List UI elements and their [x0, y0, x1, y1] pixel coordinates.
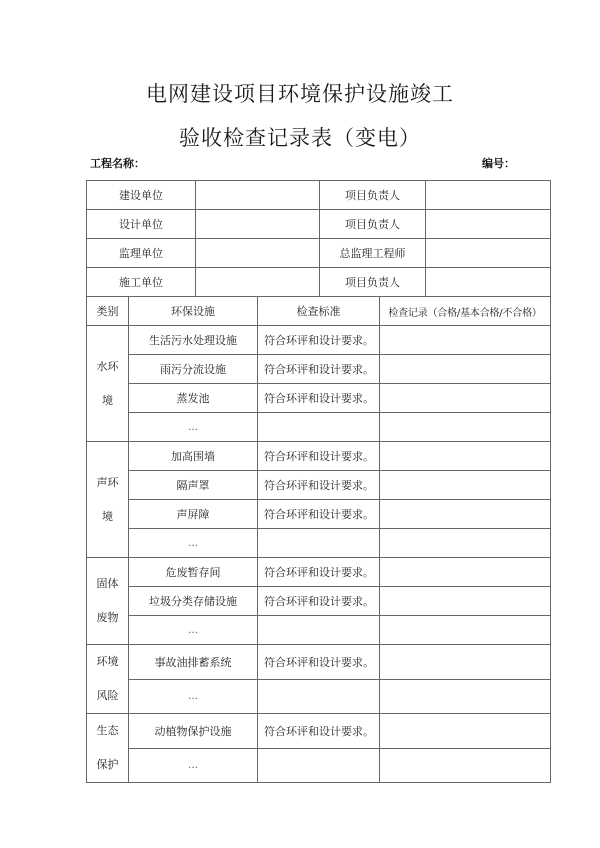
- standard-cell: 符合环评和设计要求。: [258, 558, 380, 587]
- responsible-label: 项目负责人: [320, 210, 426, 239]
- unit-row-contractor: [87, 268, 551, 297]
- facility-cell: 声屏障: [129, 500, 258, 529]
- category-label: 生态: [96, 724, 119, 737]
- header-row: [87, 297, 551, 326]
- standard-cell: [258, 748, 380, 783]
- standard-cell: 符合环评和设计要求。: [258, 471, 380, 500]
- unit-label: 建设单位: [87, 181, 196, 210]
- table-row: [87, 587, 551, 616]
- number-label: 编号：: [482, 157, 515, 170]
- table-row: [87, 413, 551, 442]
- record-cell[interactable]: [380, 679, 551, 714]
- category-label: 境: [102, 509, 113, 523]
- record-cell[interactable]: [380, 748, 551, 783]
- facility-cell: 隔声罩: [129, 471, 258, 500]
- responsible-value-cell[interactable]: [426, 181, 551, 210]
- unit-label: 施工单位: [87, 268, 196, 297]
- unit-value-cell[interactable]: [196, 239, 320, 268]
- standard-cell: [258, 679, 380, 714]
- category-label: 声环: [96, 475, 119, 489]
- category-label: 水环: [96, 359, 119, 373]
- table-row: [87, 529, 551, 558]
- project-name-label: 工程名称：: [90, 157, 145, 170]
- facility-cell: 事故油排蓄系统: [129, 645, 258, 680]
- facility-cell: 蒸发池: [129, 384, 258, 413]
- standard-cell: [258, 529, 380, 558]
- record-cell[interactable]: [380, 587, 551, 616]
- standard-cell: 符合环评和设计要求。: [258, 326, 380, 355]
- facility-cell: …: [129, 616, 258, 645]
- table-row: [87, 616, 551, 645]
- category-label: 保护: [96, 758, 119, 771]
- responsible-label: 项目负责人: [320, 268, 426, 297]
- category-label: 废物: [96, 611, 119, 624]
- unit-label: 设计单位: [87, 210, 196, 239]
- responsible-value-cell[interactable]: [426, 210, 551, 239]
- facility-cell: 生活污水处理设施: [129, 326, 258, 355]
- table-row: [87, 679, 551, 714]
- record-cell[interactable]: [380, 529, 551, 558]
- table-row: [87, 645, 551, 680]
- standard-cell: [258, 616, 380, 645]
- unit-row-design: [87, 210, 551, 239]
- header-record: 检查记录（合格/基本合格/不合格）: [380, 297, 551, 326]
- standard-cell: 符合环评和设计要求。: [258, 384, 380, 413]
- unit-row-supervision: [87, 239, 551, 268]
- header-category: 类别: [87, 297, 129, 326]
- record-cell[interactable]: [380, 616, 551, 645]
- responsible-label: 总监理工程师: [320, 239, 426, 268]
- category-label: 环境: [96, 655, 119, 668]
- category-water: [87, 326, 129, 442]
- record-cell[interactable]: [380, 442, 551, 471]
- header-facility: 环保设施: [129, 297, 258, 326]
- facility-cell: 加高围墙: [129, 442, 258, 471]
- standard-cell: 符合环评和设计要求。: [258, 714, 380, 749]
- standard-cell: [258, 413, 380, 442]
- category-noise: [87, 442, 129, 558]
- record-cell[interactable]: [380, 471, 551, 500]
- standard-cell: 符合环评和设计要求。: [258, 355, 380, 384]
- category-label: 境: [102, 393, 113, 407]
- document-title-line2: 验收检查记录表（变电）: [179, 126, 421, 150]
- record-cell[interactable]: [380, 355, 551, 384]
- table-row: [87, 748, 551, 783]
- table-row: [87, 442, 551, 471]
- facility-cell: 雨污分流设施: [129, 355, 258, 384]
- unit-value-cell[interactable]: [196, 181, 320, 210]
- header-standard: 检查标准: [258, 297, 380, 326]
- record-cell[interactable]: [380, 500, 551, 529]
- facility-cell: 动植物保护设施: [129, 714, 258, 749]
- category-solid-waste: [87, 558, 129, 645]
- facility-cell: …: [129, 413, 258, 442]
- category-label: 风险: [96, 689, 119, 702]
- table-row: [87, 471, 551, 500]
- responsible-value-cell[interactable]: [426, 268, 551, 297]
- facility-cell: 垃圾分类存储设施: [129, 587, 258, 616]
- record-cell[interactable]: [380, 645, 551, 680]
- table-row: [87, 326, 551, 355]
- record-cell[interactable]: [380, 326, 551, 355]
- category-env-risk: [87, 645, 129, 714]
- unit-value-cell[interactable]: [196, 268, 320, 297]
- record-cell[interactable]: [380, 558, 551, 587]
- record-cell[interactable]: [380, 714, 551, 749]
- record-cell[interactable]: [380, 413, 551, 442]
- standard-cell: 符合环评和设计要求。: [258, 500, 380, 529]
- unit-row-construction: [87, 181, 551, 210]
- table-row: [87, 500, 551, 529]
- facility-cell: …: [129, 748, 258, 783]
- category-label: 固体: [96, 577, 119, 590]
- table-row: [87, 355, 551, 384]
- facility-cell: …: [129, 679, 258, 714]
- standard-cell: 符合环评和设计要求。: [258, 645, 380, 680]
- responsible-label: 项目负责人: [320, 181, 426, 210]
- document-title-line1: 电网建设项目环境保护设施竣工: [146, 82, 454, 106]
- table-row: [87, 558, 551, 587]
- record-cell[interactable]: [380, 384, 551, 413]
- standard-cell: 符合环评和设计要求。: [258, 442, 380, 471]
- inspection-record-table: [86, 180, 551, 783]
- table-row: [87, 714, 551, 749]
- standard-cell: 符合环评和设计要求。: [258, 587, 380, 616]
- category-ecology: [87, 714, 129, 783]
- responsible-value-cell[interactable]: [426, 239, 551, 268]
- facility-cell: …: [129, 529, 258, 558]
- table-row: [87, 384, 551, 413]
- facility-cell: 危废暂存间: [129, 558, 258, 587]
- unit-value-cell[interactable]: [196, 210, 320, 239]
- unit-label: 监理单位: [87, 239, 196, 268]
